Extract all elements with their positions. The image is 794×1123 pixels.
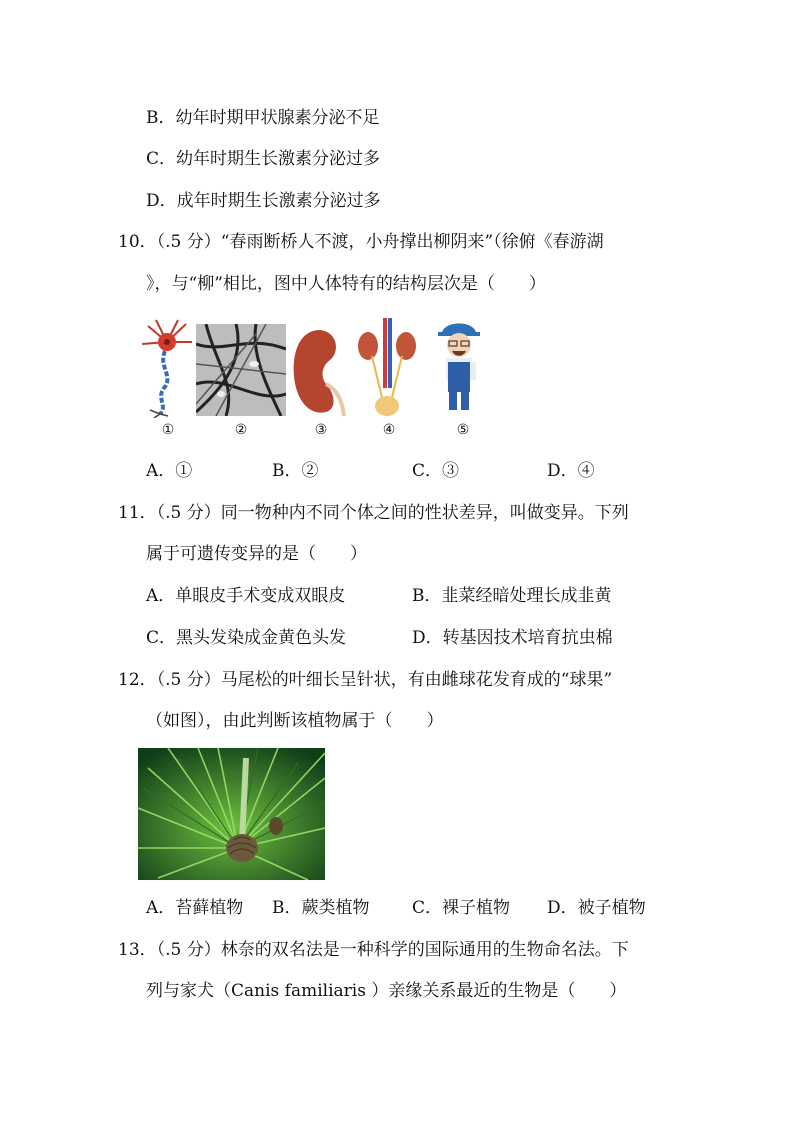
figure-caption-3: ③ bbox=[314, 422, 328, 438]
q10-stem-line1: 10．（.5 分）“春雨断桥人不渡，小舟撑出柳阴来”（徐俯《春游湖 bbox=[118, 232, 604, 252]
figure-caption-5: ⑤ bbox=[456, 422, 470, 438]
q12-option-b: B．蕨类植物 bbox=[272, 898, 370, 918]
q11-option-d: D．转基因技术培育抗虫棉 bbox=[412, 628, 613, 648]
q11-stem-line2: 属于可遗传变异的是（ ） bbox=[146, 544, 367, 564]
q10-stem-line2: 》，与“柳”相比，图中人体特有的结构层次是（ ） bbox=[146, 274, 546, 294]
figure-caption-2: ② bbox=[234, 422, 248, 438]
q11-option-c: C．黑头发染成金黄色头发 bbox=[146, 628, 347, 648]
q11-option-b: B．韭菜经暗处理长成韭黄 bbox=[412, 586, 612, 606]
q12-option-a: A．苔藓植物 bbox=[146, 898, 244, 918]
q9-option-b: B．幼年时期甲状腺素分泌不足 bbox=[146, 108, 380, 128]
pine-cone-photo bbox=[138, 748, 325, 880]
q12-stem-line1: 12．（.5 分）马尾松的叶细长呈针状，有由雌球花发育成的“球果” bbox=[118, 670, 613, 690]
q13-stem-line1: 13．（.5 分）林奈的双名法是一种科学的国际通用的生物命名法。下 bbox=[118, 940, 629, 960]
q10-option-d: D．④ bbox=[547, 461, 595, 481]
kidney-figure bbox=[290, 326, 346, 418]
q11-stem-line1: 11．（.5 分）同一物种内不同个体之间的性状差异，叫做变异。下列 bbox=[118, 503, 629, 523]
q11-option-a: A．单眼皮手术变成双眼皮 bbox=[146, 586, 346, 606]
q12-option-c: C．裸子植物 bbox=[412, 898, 511, 918]
q12-stem-line2: （如图），由此判断该植物属于（ ） bbox=[146, 711, 444, 731]
neuron-figure bbox=[138, 316, 196, 418]
q9-option-c: C．幼年时期生长激素分泌过多 bbox=[146, 149, 381, 169]
q12-option-d: D．被子植物 bbox=[547, 898, 646, 918]
q10-option-c: C．③ bbox=[412, 461, 460, 481]
q10-option-a: A．① bbox=[146, 461, 193, 481]
tissue-micrograph-figure bbox=[196, 324, 286, 416]
q9-option-d: D．成年时期生长激素分泌过多 bbox=[146, 191, 381, 211]
urinary-system-figure bbox=[354, 318, 420, 418]
q10-option-b: B．② bbox=[272, 461, 319, 481]
person-figure bbox=[436, 318, 486, 414]
q13-stem-line2: 列与家犬（Canis familiaris ）亲缘关系最近的生物是（ ） bbox=[146, 981, 627, 1001]
figure-caption-1: ① bbox=[161, 422, 175, 438]
figure-caption-4: ④ bbox=[382, 422, 396, 438]
